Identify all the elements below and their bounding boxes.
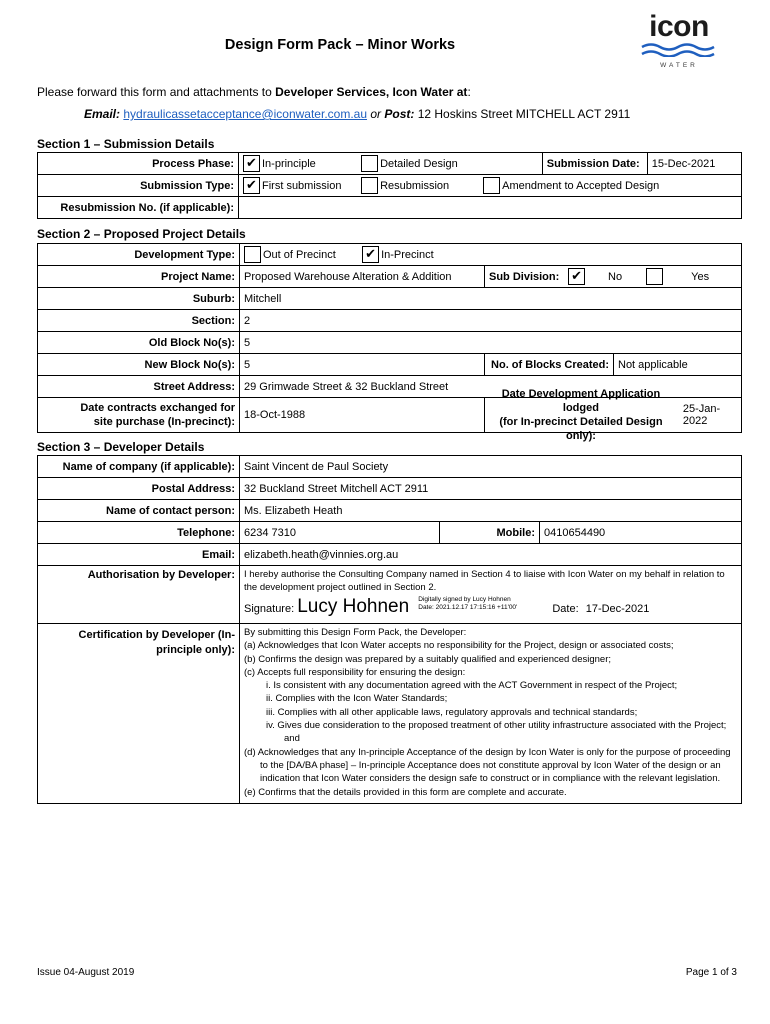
or-text: or — [367, 107, 385, 121]
digital-signature-info — [418, 596, 517, 612]
section-field[interactable]: 2 — [240, 310, 742, 332]
amendment-label: Amendment to Accepted Design — [502, 179, 660, 192]
telephone-field[interactable]: 6234 7310 — [240, 522, 440, 544]
cert-text — [240, 624, 742, 804]
project-name-field[interactable]: Proposed Warehouse Alteration & Addition — [240, 266, 485, 288]
street-field[interactable]: 29 Grimwade Street & 32 Buckland Street — [240, 376, 742, 398]
email-field[interactable]: elizabeth.heath@vinnies.org.au — [240, 544, 742, 566]
dev-type-label: Development Type: — [38, 244, 240, 266]
intro-line — [37, 85, 471, 99]
no-label: No — [608, 270, 623, 283]
section-1-table — [37, 152, 742, 219]
detailed-design-checkbox[interactable] — [361, 155, 378, 172]
project-name-label: Project Name: — [38, 266, 240, 288]
submission-date-label: Submission Date: — [542, 153, 647, 175]
intro-colon: : — [467, 85, 471, 99]
street-label: Street Address: — [38, 376, 240, 398]
section-2-heading: Section 2 – Proposed Project Details — [37, 227, 246, 241]
page-title: Design Form Pack – Minor Works — [224, 37, 456, 53]
signature-date-label: Date: — [552, 603, 579, 615]
section-label: Section: — [38, 310, 240, 332]
contact-label: Name of contact person: — [38, 500, 240, 522]
signature[interactable]: Lucy Hohnen — [297, 596, 410, 617]
amendment-checkbox[interactable] — [483, 177, 500, 194]
first-submission-checkbox[interactable]: ✔ — [243, 177, 260, 194]
out-of-precinct-checkbox[interactable] — [244, 246, 261, 263]
email-label: Email: — [84, 107, 121, 121]
dev-type-options — [240, 244, 742, 266]
new-block-label: New Block No(s): — [38, 354, 240, 376]
cert-item-c-iii: iii. Complies with all other applicable laws, regulatory approvals and technical standards; — [266, 706, 638, 718]
contact-line — [84, 107, 630, 121]
digital-line1: Digitally signed by Lucy Hohnen — [418, 596, 511, 603]
old-block-label: Old Block No(s): — [38, 332, 240, 354]
postal-label: Postal Address: — [38, 478, 240, 500]
auth-cell — [240, 566, 742, 624]
out-of-precinct-label: Out of Precinct — [263, 248, 336, 261]
post-label: Post: — [384, 107, 415, 121]
signature-date[interactable]: 17-Dec-2021 — [585, 603, 650, 615]
post-address: 12 Hoskins Street MITCHELL ACT 2911 — [417, 107, 631, 121]
signature-label: Signature: — [244, 603, 295, 615]
sub-division-cell — [485, 266, 742, 288]
wave-icon — [640, 43, 718, 57]
submission-type-label: Submission Type: — [38, 175, 239, 197]
auth-label: Authorisation by Developer: — [38, 566, 240, 624]
in-precinct-checkbox[interactable]: ✔ — [362, 246, 379, 263]
sub-division-no-checkbox[interactable]: ✔ — [568, 268, 585, 285]
cert-item-a: (a) Acknowledges that Icon Water accepts no responsibility for the Project, design or associated costs; — [244, 640, 674, 652]
section-1-heading: Section 1 – Submission Details — [37, 137, 215, 151]
cert-intro: By submitting this Design Form Pack, the Developer: — [244, 627, 467, 638]
contracts-date-field[interactable]: 18-Oct-1988 — [240, 398, 485, 433]
cert-item-c-ii: ii. Complies with the Icon Water Standards; — [266, 693, 448, 705]
new-block-field[interactable]: 5 — [240, 354, 485, 376]
contracts-label-line2: site purchase (In-precinct): — [93, 416, 235, 428]
detailed-design-label: Detailed Design — [380, 157, 458, 170]
contracts-label — [38, 398, 240, 433]
auth-text: I hereby authorise the Consulting Company named in Section 4 to liaise with Icon Water on my behalf in relation to the development project outlined in Section 2. — [244, 569, 725, 593]
suburb-field[interactable]: Mitchell — [240, 288, 742, 310]
email-label-cell: Email: — [38, 544, 240, 566]
cert-item-d: (d) Acknowledges that any In-principle Acceptance of the design by Icon Water is only for the purpose of proceeding to the [DA/BA phase] – In-principle Acceptance does not constitute approval by Icon Water of the design or an indication that Icon Water considers the design safe to construct or in compliance with the relevant legislation. — [244, 746, 731, 785]
cert-label-line2: principle only): — [156, 644, 235, 656]
cert-item-c: (c) Accepts full responsibility for ensuring the design: — [244, 666, 466, 678]
in-precinct-label: In-Precinct — [381, 248, 434, 261]
yes-label: Yes — [691, 270, 710, 283]
cert-item-c-i: i. Is consistent with any documentation agreed with the ACT Government in respect of the Project; — [266, 680, 678, 692]
resubmission-no-field[interactable] — [239, 197, 742, 219]
da-cell — [485, 388, 742, 442]
footer-issue: Issue 04-August 2019 — [37, 967, 135, 978]
resubmission-label: Resubmission — [380, 179, 450, 192]
digital-line2: Date: 2021.12.17 17:15:16 +11'00' — [418, 604, 518, 611]
postal-field[interactable]: 32 Buckland Street Mitchell ACT 2911 — [240, 478, 742, 500]
resubmission-checkbox[interactable] — [361, 177, 378, 194]
da-label — [485, 387, 681, 443]
mobile-label: Mobile: — [440, 522, 540, 544]
da-label-line1: Date Development Application lodged — [501, 388, 661, 414]
logo-subtext: WATER — [660, 62, 698, 69]
cert-label — [38, 624, 240, 804]
cert-item-e: (e) Confirms that the details provided in this form are complete and accurate. — [244, 786, 567, 798]
section-3-heading: Section 3 – Developer Details — [37, 440, 205, 454]
first-submission-label: First submission — [262, 179, 342, 192]
cert-item-c-iv: iv. Gives due consideration to the proposed treatment of other utility infrastructure associated with the Project; and — [266, 720, 727, 745]
submission-type-options — [239, 175, 742, 197]
icon-water-logo — [636, 12, 722, 70]
sub-division-yes-checkbox[interactable] — [646, 268, 663, 285]
section-2-table — [37, 243, 742, 442]
telephone-label: Telephone: — [38, 522, 240, 544]
old-block-field[interactable]: 5 — [240, 332, 742, 354]
suburb-label: Suburb: — [38, 288, 240, 310]
submission-date-field[interactable]: 15-Dec-2021 — [647, 153, 741, 175]
process-phase-label: Process Phase: — [38, 153, 239, 175]
footer-page: Page 1 of 3 — [685, 967, 737, 978]
process-phase-options — [239, 153, 543, 175]
intro-bold: Developer Services, Icon Water at — [275, 85, 468, 99]
sub-division-label: Sub Division: — [489, 270, 560, 283]
signature-row — [244, 596, 737, 618]
cert-label-line1: Certification by Developer (In- — [78, 629, 235, 641]
in-principle-checkbox[interactable]: ✔ — [243, 155, 260, 172]
contracts-label-line1: Date contracts exchanged for — [80, 402, 235, 414]
resubmission-no-label: Resubmission No. (if applicable): — [38, 197, 239, 219]
blocks-created-label: No. of Blocks Created: — [485, 354, 614, 376]
section-3-table — [37, 455, 742, 804]
da-date-field[interactable]: 25-Jan-2022 — [682, 403, 721, 427]
email-link[interactable]: hydraulicassetacceptance@iconwater.com.au — [123, 107, 368, 121]
da-label-line2: (for In-precinct Detailed Design only): — [499, 416, 663, 442]
logo-text: icon — [649, 10, 709, 43]
contact-field[interactable]: Ms. Elizabeth Heath — [240, 500, 742, 522]
mobile-field[interactable]: 0410654490 — [540, 522, 742, 544]
company-field[interactable]: Saint Vincent de Paul Society — [240, 456, 742, 478]
in-principle-label: In-principle — [262, 157, 316, 170]
cert-item-b: (b) Confirms the design was prepared by a suitably qualified and experienced designer; — [244, 653, 612, 665]
intro-text: Please forward this form and attachments to — [37, 85, 276, 99]
company-label: Name of company (if applicable): — [38, 456, 240, 478]
blocks-created-field[interactable]: Not applicable — [614, 354, 742, 376]
